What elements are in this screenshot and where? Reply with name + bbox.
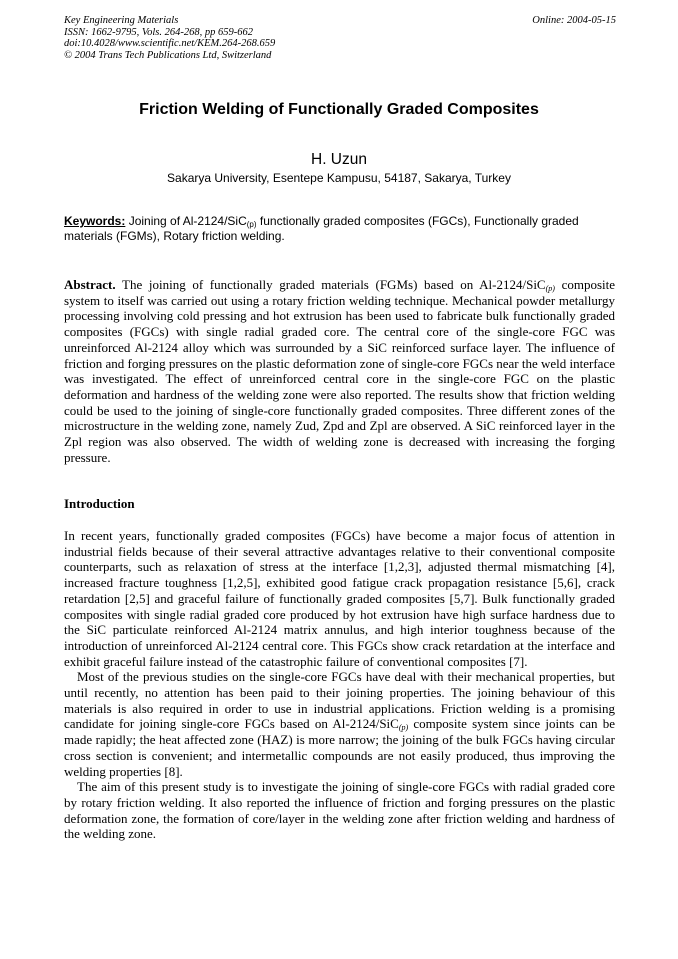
abstract-text: The joining of functionally graded materials (FGMs) based on Al-2124/SiC: [115, 277, 546, 292]
abstract-text-cont: composite system to itself was carried out using a rotary friction welding technique. Mechanical powder metallurgy processing involving cold pressing and hot extrusion has been used to fabricate bulk functionally graded composites (FGCs) with single radial graded core. The central core of the single-core FGC was unreinforced Al-2124 alloy which was surrounded by a SiC reinforced surface layer. The influence of friction and forging pressures on the plastic deformation zone of single-core FGCs near the weld interface was investigated. The effect of unreinforced central core in the single-core FGC on the plastic deformation and hardness of the welding zone were also reported. The results show that friction welding could be used to the joining of single-core functionally graded composites. Three different zones of the microstructure in the welding zone, namely Zud, Zpd and Zpl are observed. A SiC reinforced layer in the Zpl region was also observed. The width of welding zone is decreased with increasing the forging pressure.: [64, 277, 615, 465]
abstract-sub: (p): [545, 284, 555, 293]
online-date: Online: 2004-05-15: [532, 15, 616, 26]
paragraph: In recent years, functionally graded composites (FGCs) have become a major focus of attention in industrial fields because of their several attractive advantages relative to their conventional composite counterparts, such as relaxation of stress at the interface [1,2,3], adjusted thermal mismatching [4], increased fracture toughness [1,2,5], exhibited good fatigue crack propagation resistance [5,6], crack retardation [2,5] and graceful failure of functionally graded composites [5,7]. Bulk functionally graded composites with single radial graded core produced by hot extrusion have high surface hardness due to the SiC particulate reinforced Al-2124 matrix annulus, and high interior toughness because of the introduction of unreinforced Al-2124 central core. This FGCs show crack retardation at the interface and exhibit graceful failure instead of the catastrophic failure of conventional composites [7].: [64, 528, 615, 669]
paragraph-text-cont: composite system since joints can be made rapidly; the heat affected zone (HAZ) is more narrow; the joining of the bulk FGCs having circular cross section is convenient; and intermetallic compounds are not easily produced, thus improving the welding properties [8].: [64, 716, 616, 779]
introduction-body: [64, 528, 615, 842]
paper-title: Friction Welding of Functionally Graded Composites: [139, 101, 539, 118]
paragraph: The aim of this present study is to investigate the joining of single-core FGCs with radial graded core by rotary friction welding. It also reported the influence of friction and forging pressures on the plastic deformation zone, the formation of core/layer in the welding zone after friction welding and hardness of the welding zone.: [64, 779, 615, 842]
abstract-label: Abstract.: [64, 277, 116, 292]
keywords-text: Joining of Al-2124/SiC: [125, 214, 247, 228]
section-heading: Introduction: [64, 496, 135, 511]
paragraph-text: Most of the previous studies on the single-core FGCs have deal with their mechanical properties, but until recently, no attention has been paid to their joining properties. The joining behaviour of this materials is also required in order to use in industrial applications. Friction welding is a promising candidate for joining single-core FGCs based on Al-2124/SiC: [64, 669, 615, 732]
journal-name: Key Engineering Materials: [64, 15, 179, 26]
paragraph-sub: (p): [398, 723, 409, 733]
keywords-text-cont: functionally graded composites (FGCs), Functionally graded materials (FGMs), Rotary friction welding.: [64, 214, 579, 243]
author: H. Uzun: [311, 151, 367, 168]
doi: doi:10.4028/www.scientific.net/KEM.264-268.659: [64, 38, 276, 49]
abstract: [64, 277, 615, 465]
affiliation: Sakarya University, Esentepe Kampusu, 54187, Sakarya, Turkey: [167, 171, 511, 185]
journal-header: [64, 15, 616, 61]
keywords-label: Keywords:: [64, 214, 126, 228]
keywords-sub: (p): [246, 220, 257, 229]
paragraph: [64, 669, 615, 779]
copyright: © 2004 Trans Tech Publications Ltd, Switzerland: [64, 49, 272, 61]
issn: ISSN: 1662-9795, Vols. 264-268, pp 659-662: [64, 26, 253, 38]
keywords: [64, 214, 616, 244]
